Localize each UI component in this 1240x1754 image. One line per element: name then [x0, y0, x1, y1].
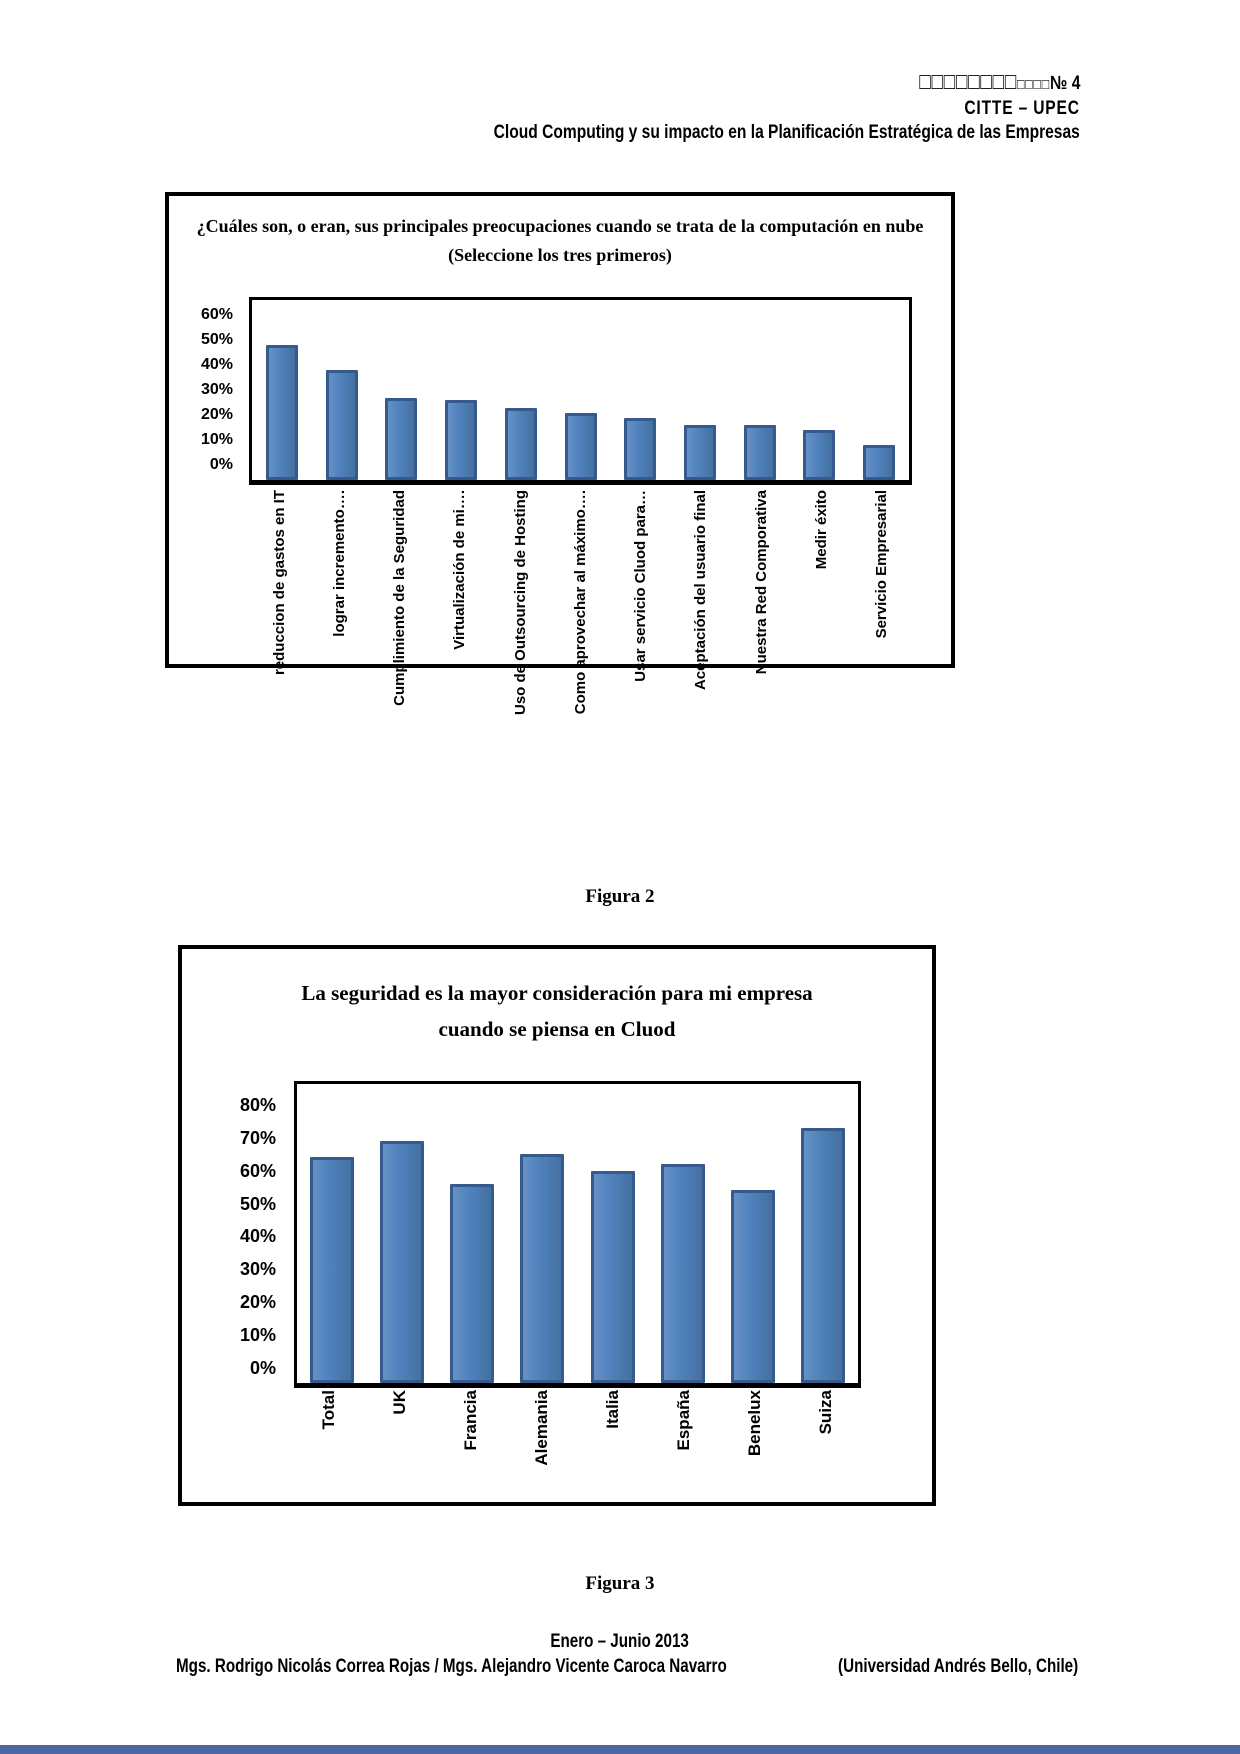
- category-slot: [791, 490, 851, 662]
- category-label: UK: [390, 1390, 410, 1415]
- bar-Benelux: [731, 1190, 775, 1383]
- bar-slot: [610, 300, 670, 480]
- bar-slot: [491, 300, 551, 480]
- figura3-caption: Figura 3: [585, 1573, 655, 1594]
- bar-slot: [788, 1084, 858, 1383]
- category-slot: [719, 1390, 790, 1502]
- bar-Total: [310, 1157, 354, 1383]
- category-slot: [436, 1390, 507, 1502]
- bar-Medir éxito: [803, 430, 835, 480]
- category-slot: [365, 1390, 436, 1502]
- category-label: Italia: [602, 1390, 622, 1429]
- figura2-title-line2: (Seleccione los tres primeros): [448, 245, 672, 265]
- footer-authors: Mgs. Rodrigo Nicolás Correa Rojas / Mgs. Alejandro Vicente Caroca Navarro: [176, 1656, 727, 1677]
- footer-period: Enero – Junio 2013: [550, 1631, 690, 1652]
- figura2-y-axis: [169, 297, 243, 483]
- bar-Usar servicio Cluod para…: [624, 418, 656, 481]
- header-article-title: Cloud Computing y su impacto en la Planificación Estratégica de las Empresas: [493, 121, 1080, 143]
- bar-slot: [507, 1084, 577, 1383]
- category-slot: [852, 490, 912, 662]
- category-label: España: [673, 1390, 693, 1451]
- bar-slot: [252, 300, 312, 480]
- bar-Virtualización de mi….: [445, 400, 477, 480]
- figura3-y-axis: [182, 1081, 286, 1386]
- header-issue-line: [365, 68, 1080, 95]
- missing-glyph-boxes-small: □□□□: [1016, 76, 1050, 93]
- bar-slot: [578, 1084, 648, 1383]
- category-slot: [430, 490, 490, 662]
- figura3-title-line2: cuando se piensa en Cluod: [438, 1017, 676, 1041]
- figura2-plot-area: [249, 297, 912, 485]
- y-tick-label: 30%: [239, 1259, 276, 1280]
- category-slot: [490, 490, 550, 716]
- figura2-chart: [165, 192, 955, 716]
- y-tick-label: 20%: [239, 1292, 276, 1313]
- category-label: reduccion de gastos en IT: [270, 490, 288, 676]
- category-slot: [550, 490, 610, 715]
- category-label: lograr incremento….: [330, 490, 348, 637]
- category-label: Servicio Empresarial: [873, 490, 891, 639]
- page-bottom-strip: [0, 1745, 1240, 1754]
- figura3-chart-title: [182, 975, 932, 1047]
- bar-slot: [670, 300, 730, 480]
- bar-slot: [312, 300, 372, 480]
- figura3-x-labels: [294, 1390, 861, 1502]
- category-slot: [578, 1390, 649, 1502]
- bar-Como aprovechar al máximo….: [565, 413, 597, 481]
- bar-slot: [730, 300, 790, 480]
- bar-slot: [437, 1084, 507, 1383]
- issue-number: № 4: [1049, 73, 1080, 94]
- figura3-plot-area: [294, 1081, 861, 1388]
- category-slot: [370, 490, 430, 706]
- bar-slot: [371, 300, 431, 480]
- category-slot: [294, 1390, 365, 1502]
- figura3-title-line1: La seguridad es la mayor consideración para mi empresa: [301, 981, 813, 1005]
- bar-Suiza: [801, 1128, 845, 1383]
- figura3-bars: [297, 1084, 858, 1383]
- y-tick-label: 40%: [239, 1226, 276, 1247]
- category-label: Virtualización de mi….: [451, 490, 469, 650]
- y-tick-label: 0%: [209, 456, 233, 473]
- category-label: Total: [319, 1390, 339, 1430]
- missing-glyph-boxes: □□□□□□□□: [918, 68, 1017, 94]
- y-tick-label: 10%: [239, 1325, 276, 1346]
- figura2-x-labels: [249, 490, 912, 716]
- bar-UK: [380, 1141, 424, 1383]
- bar-lograr incremento….: [326, 370, 358, 480]
- category-slot: [648, 1390, 719, 1502]
- y-tick-label: 60%: [239, 1160, 276, 1181]
- bar-reduccion de gastos en IT: [266, 345, 298, 480]
- y-tick-label: 50%: [200, 331, 233, 348]
- category-slot: [249, 490, 309, 676]
- bar-slot: [297, 1084, 367, 1383]
- y-tick-label: 80%: [239, 1094, 276, 1115]
- y-tick-label: 0%: [249, 1358, 276, 1378]
- y-tick-label: 70%: [239, 1127, 276, 1148]
- bar-slot: [718, 1084, 788, 1383]
- category-label: Cumplimiento de la Seguridad: [391, 490, 409, 706]
- figura2-caption: Figura 2: [585, 886, 655, 907]
- bar-Aceptación del usuario final: [684, 425, 716, 480]
- figura3-chart: [178, 945, 936, 1506]
- bar-slot: [648, 1084, 718, 1383]
- category-label: Usar servicio Cluod para…: [632, 490, 650, 682]
- bar-España: [661, 1164, 705, 1383]
- figura2-title-line1: ¿Cuáles son, o eran, sus principales preocupaciones cuando se trata de la computación en nube: [196, 216, 924, 236]
- figura2-bars: [252, 300, 909, 480]
- bar-Francia: [450, 1184, 494, 1383]
- bar-slot: [849, 300, 909, 480]
- bar-slot: [551, 300, 611, 480]
- bar-slot: [431, 300, 491, 480]
- category-label: Aceptación del usuario final: [692, 490, 710, 691]
- category-slot: [611, 490, 671, 682]
- category-label: Alemania: [532, 1390, 552, 1466]
- category-label: Nuestra Red Comporativa: [752, 490, 770, 675]
- category-slot: [309, 490, 369, 662]
- category-label: Uso de Outsourcing de Hosting: [511, 490, 529, 716]
- category-label: Medir éxito: [813, 490, 831, 570]
- category-label: Suiza: [815, 1390, 835, 1435]
- bar-Italia: [591, 1171, 635, 1383]
- footer-affiliation: (Universidad Andrés Bello, Chile): [837, 1656, 1078, 1677]
- y-tick-label: 40%: [200, 356, 233, 373]
- bar-Nuestra Red Comporativa: [744, 425, 776, 480]
- category-slot: [790, 1390, 861, 1502]
- category-label: Como aprovechar al máximo….: [571, 490, 589, 715]
- category-slot: [731, 490, 791, 675]
- y-tick-label: 10%: [200, 431, 233, 448]
- bar-slot: [790, 300, 850, 480]
- bar-Servicio Empresarial: [863, 445, 895, 480]
- bar-Cumplimiento de la Seguridad: [385, 398, 417, 481]
- y-tick-label: 60%: [200, 306, 233, 323]
- y-tick-label: 50%: [239, 1193, 276, 1214]
- header-institution: CITTE – UPEC: [964, 97, 1080, 119]
- category-slot: [671, 490, 731, 691]
- y-tick-label: 30%: [200, 381, 233, 398]
- bar-Uso de Outsourcing de Hosting: [505, 408, 537, 481]
- y-tick-label: 20%: [200, 406, 233, 423]
- page-header: [365, 68, 1080, 144]
- category-label: Francia: [461, 1390, 481, 1451]
- category-slot: [507, 1390, 578, 1502]
- category-label: Benelux: [744, 1390, 764, 1457]
- figura2-chart-title: [169, 212, 951, 270]
- bar-slot: [367, 1084, 437, 1383]
- bar-Alemania: [520, 1154, 564, 1383]
